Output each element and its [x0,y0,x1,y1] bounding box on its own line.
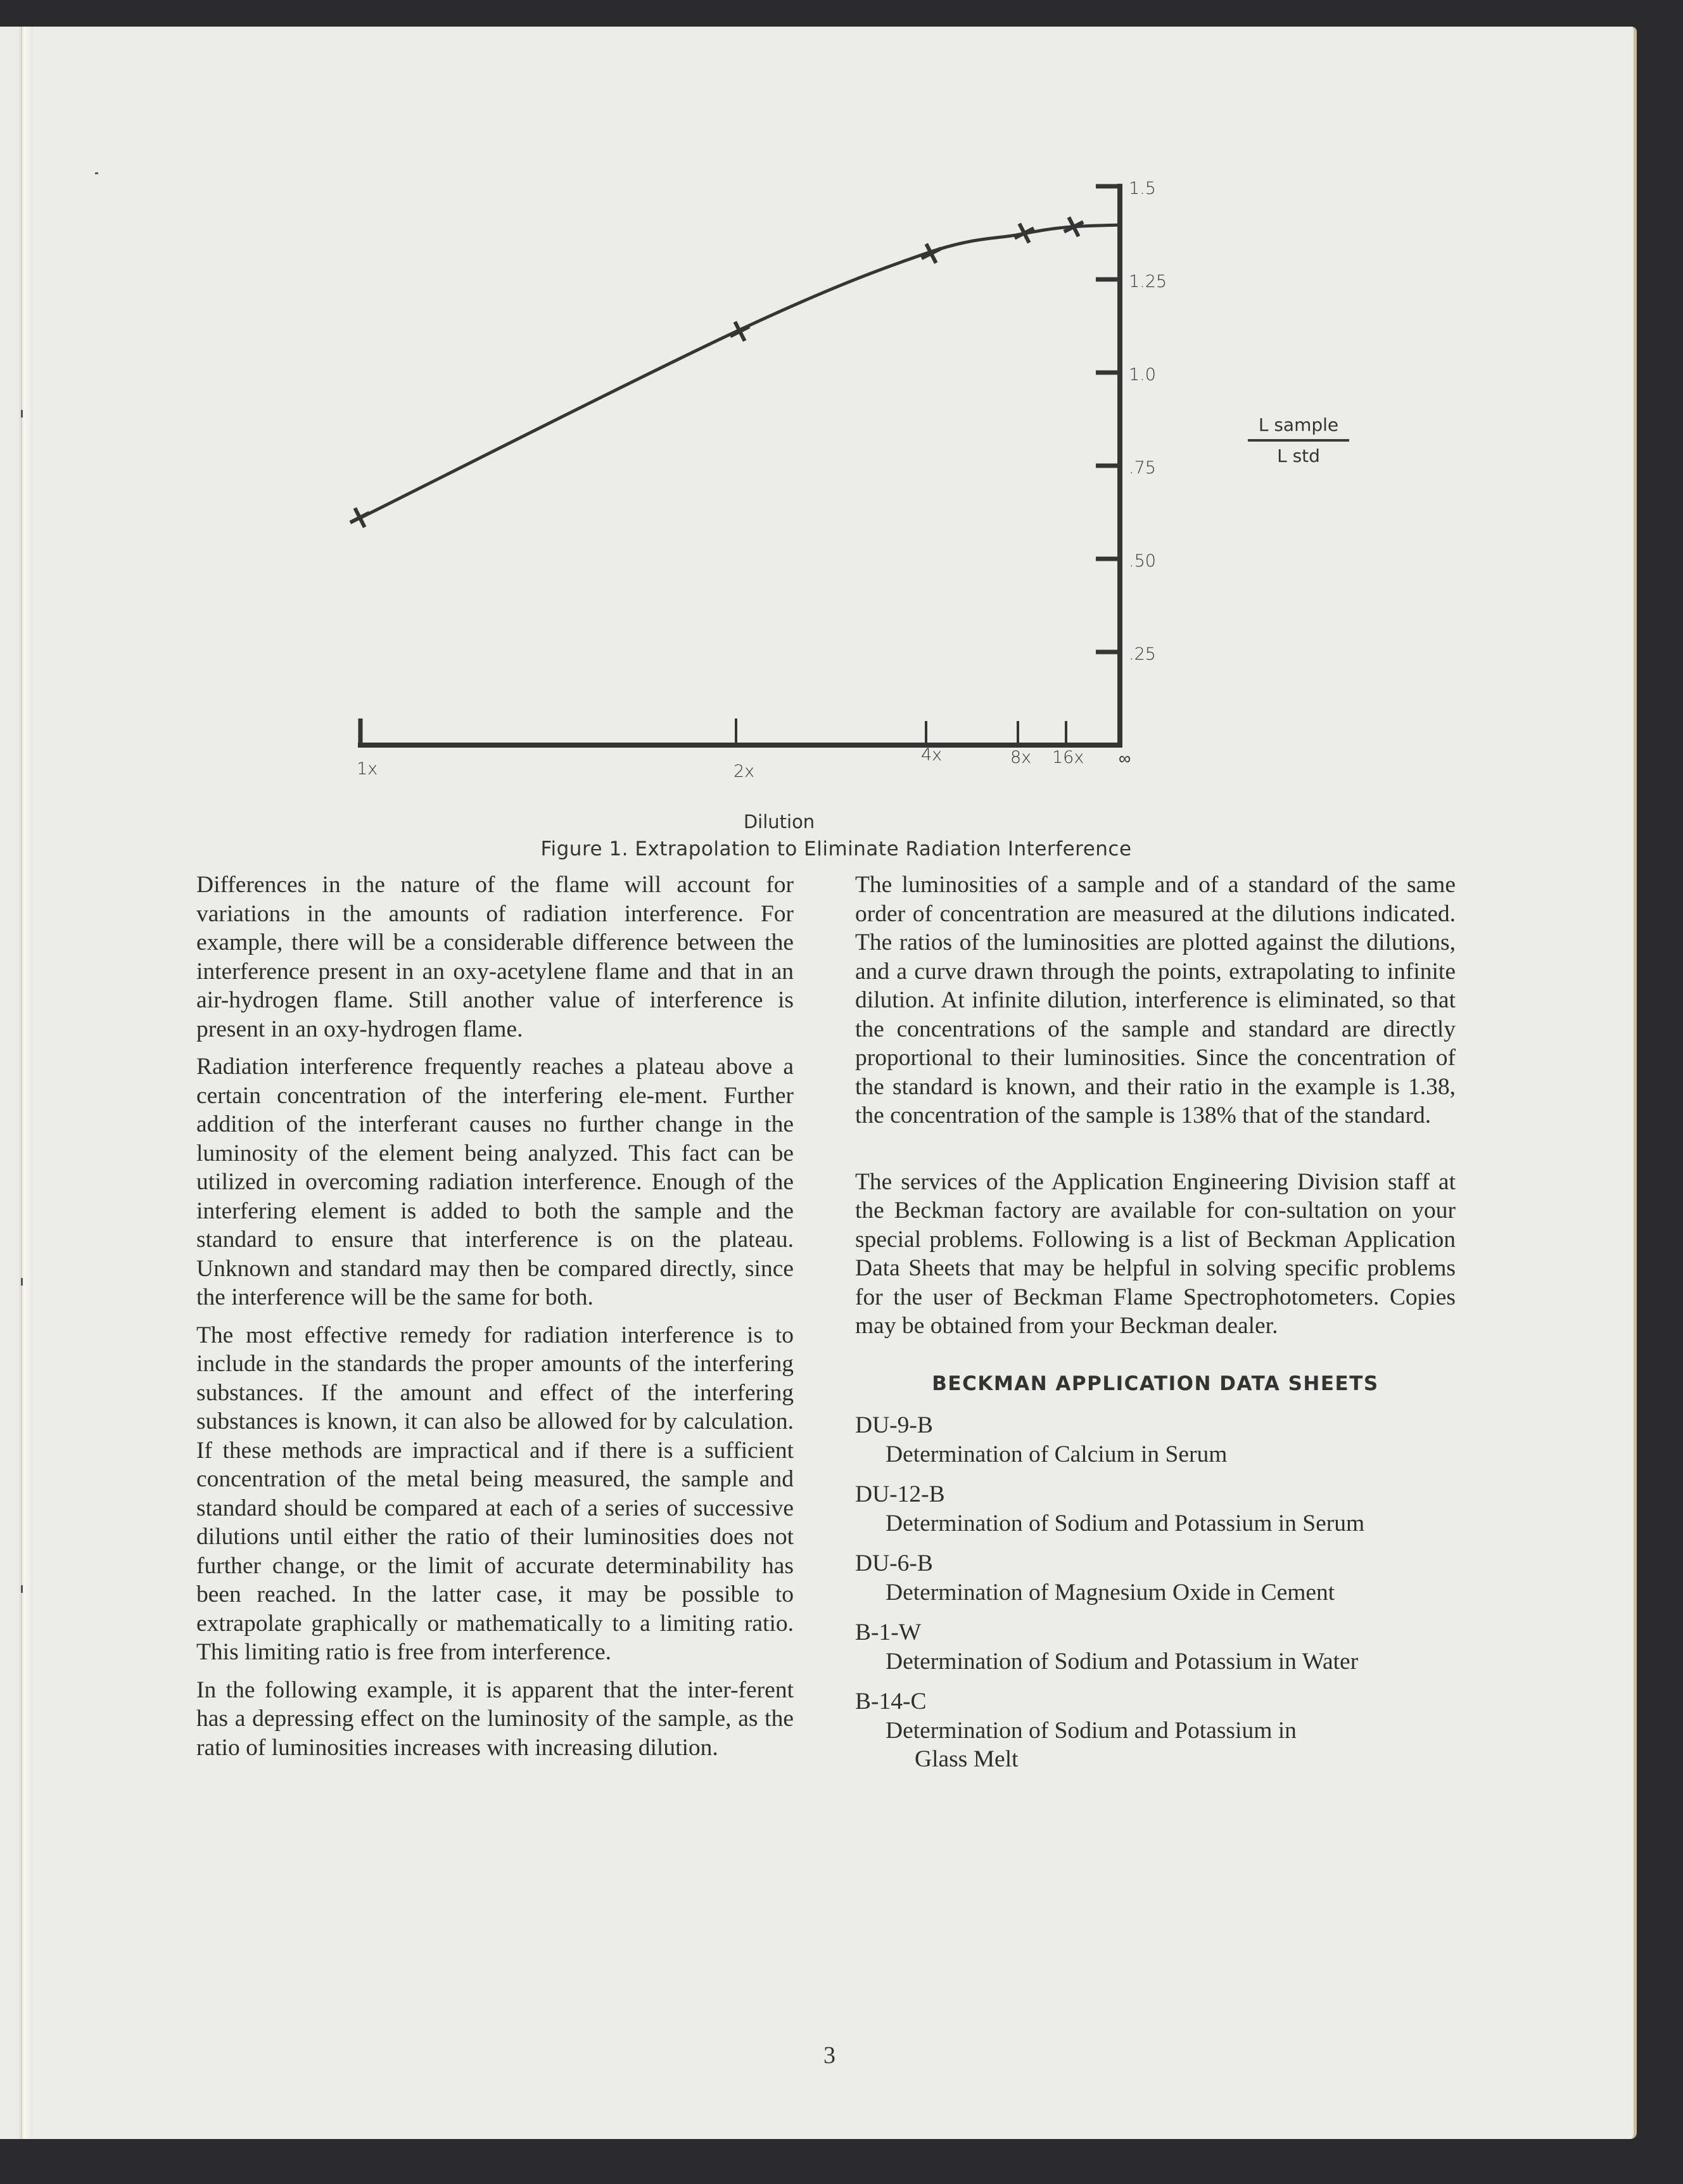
data-sheet-title [855,1440,1456,1469]
paragraph: The services of the Application Engineering Division staff at the Beckman factory are available for con-sultation on your special problems. Following is a list of Beckman Application Data Sheets that may be helpful in solving specific problems for the user of Beckman Flame Spectrophotometers. Copies may be obtained from your Beckman dealer. [855,1168,1456,1339]
data-sheet-entry [855,1687,1456,1774]
y-tick-label: .25 [1129,644,1156,664]
data-sheet-code: B-1-W [855,1619,922,1645]
x-tick-label: 2x [734,762,755,781]
data-sheet-title-continuation: Glass Melt [915,1746,1019,1772]
figure-1-chart [0,27,1637,850]
chart-axes [358,184,1122,746]
data-sheet-entry [855,1480,1456,1538]
data-sheet-title [855,1716,1456,1774]
data-sheet-title-text: Determination of Sodium and Potassium in Water [886,1648,1359,1675]
data-sheet-entry [855,1618,1456,1676]
paragraph: Radiation interference frequently reaches a plateau above a certain concentration of the interfering ele-ment. Further addition of the interferant causes no further change in the luminosity of the element being analyzed. This fact can be utilized in overcoming radiation interference. Enough of the interfering element is added to both the sample and the standard to ensure that interference is on the plateau. Unknown and standard may then be compared directly, since the interference will be the same for both. [196,1054,794,1310]
y-axis-ticks [1096,179,1167,664]
spacer [855,1139,1456,1168]
x-marker-icon [350,508,369,527]
x-tick-label: ∞ [1119,749,1131,769]
data-sheets-heading: BECKMAN APPLICATION DATA SHEETS [932,1372,1379,1395]
x-axis-ticks [357,718,1131,781]
margin-mark [21,1585,23,1593]
data-sheet-code: DU-6-B [855,1550,933,1576]
data-sheet-code: B-14-C [855,1689,927,1715]
ratio-curve [360,225,1120,518]
data-sheet-title-text: Determination of Sodium and Potassium in [886,1717,1297,1744]
data-sheet-title [855,1509,1456,1538]
page-number: 3 [823,2042,835,2069]
x-tick-label: 4x [921,745,943,765]
left-text-column [196,871,794,1771]
document-page [0,27,1637,2139]
ratio-numerator: L sample [1248,414,1349,442]
right-text-column [855,871,1456,1785]
data-sheet-code: DU-12-B [855,1481,945,1507]
figure-caption: Figure 1. Extrapolation to Eliminate Radiation Interference [540,838,1132,860]
x-axis-label: Dilution [743,811,815,833]
paragraph: The luminosities of a sample and of a standard of the same order of concentration are measured at the dilutions indicated. The ratios of the luminosities are plotted against the dilutions, and a curve drawn through the points, extrapolating to infinite dilution. At infinite dilution, interference is eliminated, so that the concentrations of the sample and standard are directly proportional to their luminosities. Since the concentration of the standard is known, and their ratio in the example is 1.38, the concentration of the sample is 138% that of the standard. [855,872,1456,1128]
data-sheet-entry [855,1411,1456,1469]
data-sheet-title-text: Determination of Calcium in Serum [886,1441,1228,1467]
x-tick-label: 1x [357,759,378,779]
ratio-denominator: L std [1277,445,1320,466]
y-axis-ratio-label [1248,414,1349,466]
paragraph: In the following example, it is apparent that the inter-ferent has a depressing effect on the luminosity of the sample, as the ratio of luminosities increases with increasing dilution. [196,1676,794,1761]
data-sheet-title [855,1647,1456,1676]
y-tick-label: 1.0 [1129,365,1156,385]
y-tick-label: .75 [1129,458,1156,478]
y-tick-label: 1.25 [1129,272,1167,291]
y-tick-label: .50 [1129,551,1156,571]
data-sheet-title [855,1578,1456,1607]
paragraph: The most effective remedy for radiation interference is to include in the standards the proper amounts of the interfering substances. If the amount and effect of the interfering substances is known, it can also be allowed for by calculation. If these methods are impractical and if there is a sufficient concentration of the metal being measured, the sample and standard should be compared at each of a series of successive dilutions until either the ratio of their luminosities does not further change, or the limit of accurate determinability has been reached. In the latter case, it may be possible to extrapolate graphically or mathematically to a limiting ratio. This limiting ratio is free from interference. [196,1322,794,1665]
data-sheet-title-text: Determination of Sodium and Potassium in Serum [886,1510,1365,1536]
data-sheet-title-text: Determination of Magnesium Oxide in Cement [886,1579,1335,1606]
data-sheet-code: DU-9-B [855,1412,933,1438]
data-point-markers [350,217,1083,527]
data-sheet-entry [855,1549,1456,1607]
x-tick-label: 16x [1052,748,1084,767]
margin-mark [21,1278,23,1286]
x-tick-label: 8x [1010,748,1032,767]
paragraph: Differences in the nature of the flame will account for variations in the amounts of radiation interference. For example, there will be a considerable difference between the interference present in an oxy-acetylene flame and that in an air-hydrogen flame. Still another value of interference is present in an oxy-hydrogen flame. [196,872,794,1042]
y-tick-label: 1.5 [1129,179,1156,198]
